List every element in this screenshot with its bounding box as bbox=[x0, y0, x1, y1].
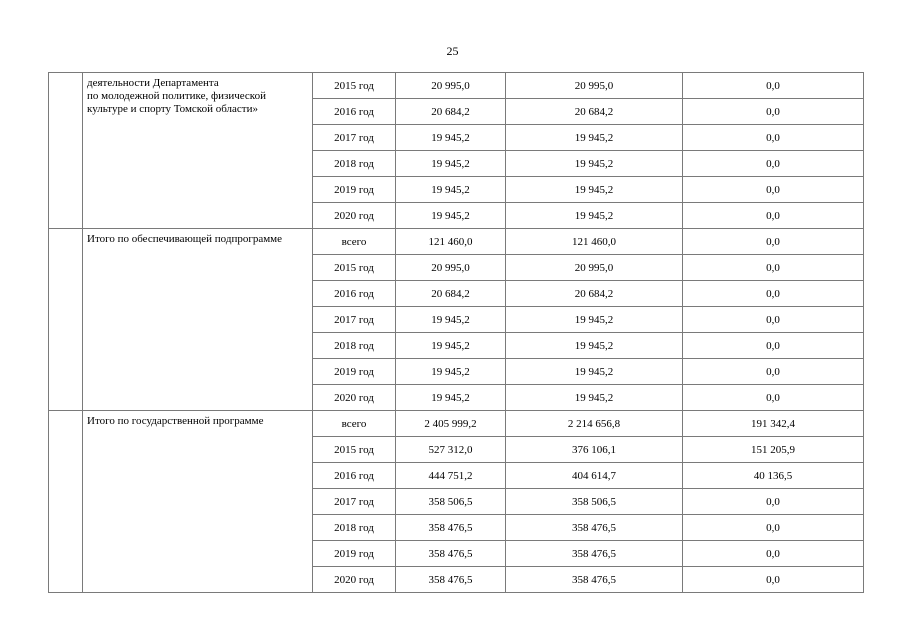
regional-budget-cell: 19 945,2 bbox=[506, 307, 683, 333]
period-cell: 2019 год bbox=[313, 177, 396, 203]
total-amount-cell: 19 945,2 bbox=[396, 203, 506, 229]
table-row bbox=[49, 229, 864, 255]
federal-budget-cell: 0,0 bbox=[683, 73, 864, 99]
period-cell: 2018 год bbox=[313, 515, 396, 541]
regional-budget-cell: 404 614,7 bbox=[506, 463, 683, 489]
regional-budget-cell: 376 106,1 bbox=[506, 437, 683, 463]
federal-budget-cell: 0,0 bbox=[683, 567, 864, 593]
regional-budget-cell: 19 945,2 bbox=[506, 177, 683, 203]
federal-budget-cell: 0,0 bbox=[683, 151, 864, 177]
total-amount-cell: 19 945,2 bbox=[396, 151, 506, 177]
period-cell: 2016 год bbox=[313, 99, 396, 125]
period-cell: 2019 год bbox=[313, 541, 396, 567]
total-amount-cell: 19 945,2 bbox=[396, 125, 506, 151]
period-cell: 2015 год bbox=[313, 437, 396, 463]
table-row bbox=[49, 73, 864, 99]
period-cell: 2016 год bbox=[313, 463, 396, 489]
federal-budget-cell: 0,0 bbox=[683, 307, 864, 333]
federal-budget-cell: 0,0 bbox=[683, 255, 864, 281]
federal-budget-cell: 0,0 bbox=[683, 229, 864, 255]
section-name-cell bbox=[83, 73, 313, 229]
regional-budget-cell: 20 995,0 bbox=[506, 255, 683, 281]
total-amount-cell: 20 995,0 bbox=[396, 255, 506, 281]
federal-budget-cell: 0,0 bbox=[683, 281, 864, 307]
regional-budget-cell: 19 945,2 bbox=[506, 203, 683, 229]
regional-budget-cell: 121 460,0 bbox=[506, 229, 683, 255]
period-cell: 2015 год bbox=[313, 255, 396, 281]
regional-budget-cell: 358 476,5 bbox=[506, 541, 683, 567]
federal-budget-cell: 0,0 bbox=[683, 489, 864, 515]
period-cell: 2017 год bbox=[313, 125, 396, 151]
section-name-line: Итого по обеспечивающей подпрограмме bbox=[87, 233, 283, 245]
section-name-cell bbox=[83, 229, 313, 411]
federal-budget-cell: 191 342,4 bbox=[683, 411, 864, 437]
period-cell: 2015 год bbox=[313, 73, 396, 99]
regional-budget-cell: 358 476,5 bbox=[506, 567, 683, 593]
total-amount-cell: 19 945,2 bbox=[396, 333, 506, 359]
regional-budget-cell: 358 506,5 bbox=[506, 489, 683, 515]
period-cell: 2016 год bbox=[313, 281, 396, 307]
section-name-line: деятельности Департамента bbox=[87, 77, 219, 89]
federal-budget-cell: 0,0 bbox=[683, 125, 864, 151]
budget-table-body bbox=[49, 73, 864, 593]
federal-budget-cell: 0,0 bbox=[683, 385, 864, 411]
regional-budget-cell: 19 945,2 bbox=[506, 385, 683, 411]
total-amount-cell: 358 506,5 bbox=[396, 489, 506, 515]
federal-budget-cell: 151 205,9 bbox=[683, 437, 864, 463]
federal-budget-cell: 0,0 bbox=[683, 99, 864, 125]
federal-budget-cell: 0,0 bbox=[683, 515, 864, 541]
total-amount-cell: 2 405 999,2 bbox=[396, 411, 506, 437]
regional-budget-cell: 19 945,2 bbox=[506, 359, 683, 385]
section-name-line: Итого по государственной программе bbox=[87, 415, 264, 427]
total-amount-cell: 121 460,0 bbox=[396, 229, 506, 255]
total-amount-cell: 444 751,2 bbox=[396, 463, 506, 489]
total-amount-cell: 19 945,2 bbox=[396, 359, 506, 385]
section-name-line: по молодежной политике, физической bbox=[87, 90, 266, 102]
total-amount-cell: 20 995,0 bbox=[396, 73, 506, 99]
total-amount-cell: 358 476,5 bbox=[396, 541, 506, 567]
regional-budget-cell: 20 684,2 bbox=[506, 281, 683, 307]
total-amount-cell: 20 684,2 bbox=[396, 99, 506, 125]
federal-budget-cell: 0,0 bbox=[683, 203, 864, 229]
period-cell: всего bbox=[313, 411, 396, 437]
federal-budget-cell: 0,0 bbox=[683, 359, 864, 385]
budget-table bbox=[48, 72, 864, 593]
period-cell: 2018 год bbox=[313, 151, 396, 177]
period-cell: 2019 год bbox=[313, 359, 396, 385]
regional-budget-cell: 20 684,2 bbox=[506, 99, 683, 125]
period-cell: 2017 год bbox=[313, 489, 396, 515]
period-cell: 2020 год bbox=[313, 567, 396, 593]
regional-budget-cell: 19 945,2 bbox=[506, 151, 683, 177]
federal-budget-cell: 40 136,5 bbox=[683, 463, 864, 489]
period-cell: 2020 год bbox=[313, 203, 396, 229]
table-row bbox=[49, 411, 864, 437]
total-amount-cell: 358 476,5 bbox=[396, 567, 506, 593]
period-cell: 2020 год bbox=[313, 385, 396, 411]
section-name-line: культуре и спорту Томской области» bbox=[87, 103, 258, 115]
regional-budget-cell: 358 476,5 bbox=[506, 515, 683, 541]
period-cell: 2017 год bbox=[313, 307, 396, 333]
row-number-cell bbox=[49, 229, 83, 411]
row-number-cell bbox=[49, 73, 83, 229]
regional-budget-cell: 20 995,0 bbox=[506, 73, 683, 99]
regional-budget-cell: 19 945,2 bbox=[506, 125, 683, 151]
total-amount-cell: 19 945,2 bbox=[396, 307, 506, 333]
row-number-cell bbox=[49, 411, 83, 593]
period-cell: 2018 год bbox=[313, 333, 396, 359]
federal-budget-cell: 0,0 bbox=[683, 541, 864, 567]
federal-budget-cell: 0,0 bbox=[683, 177, 864, 203]
total-amount-cell: 20 684,2 bbox=[396, 281, 506, 307]
total-amount-cell: 19 945,2 bbox=[396, 177, 506, 203]
page-number: 25 bbox=[446, 44, 459, 58]
total-amount-cell: 358 476,5 bbox=[396, 515, 506, 541]
total-amount-cell: 19 945,2 bbox=[396, 385, 506, 411]
federal-budget-cell: 0,0 bbox=[683, 333, 864, 359]
period-cell: всего bbox=[313, 229, 396, 255]
total-amount-cell: 527 312,0 bbox=[396, 437, 506, 463]
regional-budget-cell: 19 945,2 bbox=[506, 333, 683, 359]
regional-budget-cell: 2 214 656,8 bbox=[506, 411, 683, 437]
section-name-cell bbox=[83, 411, 313, 593]
